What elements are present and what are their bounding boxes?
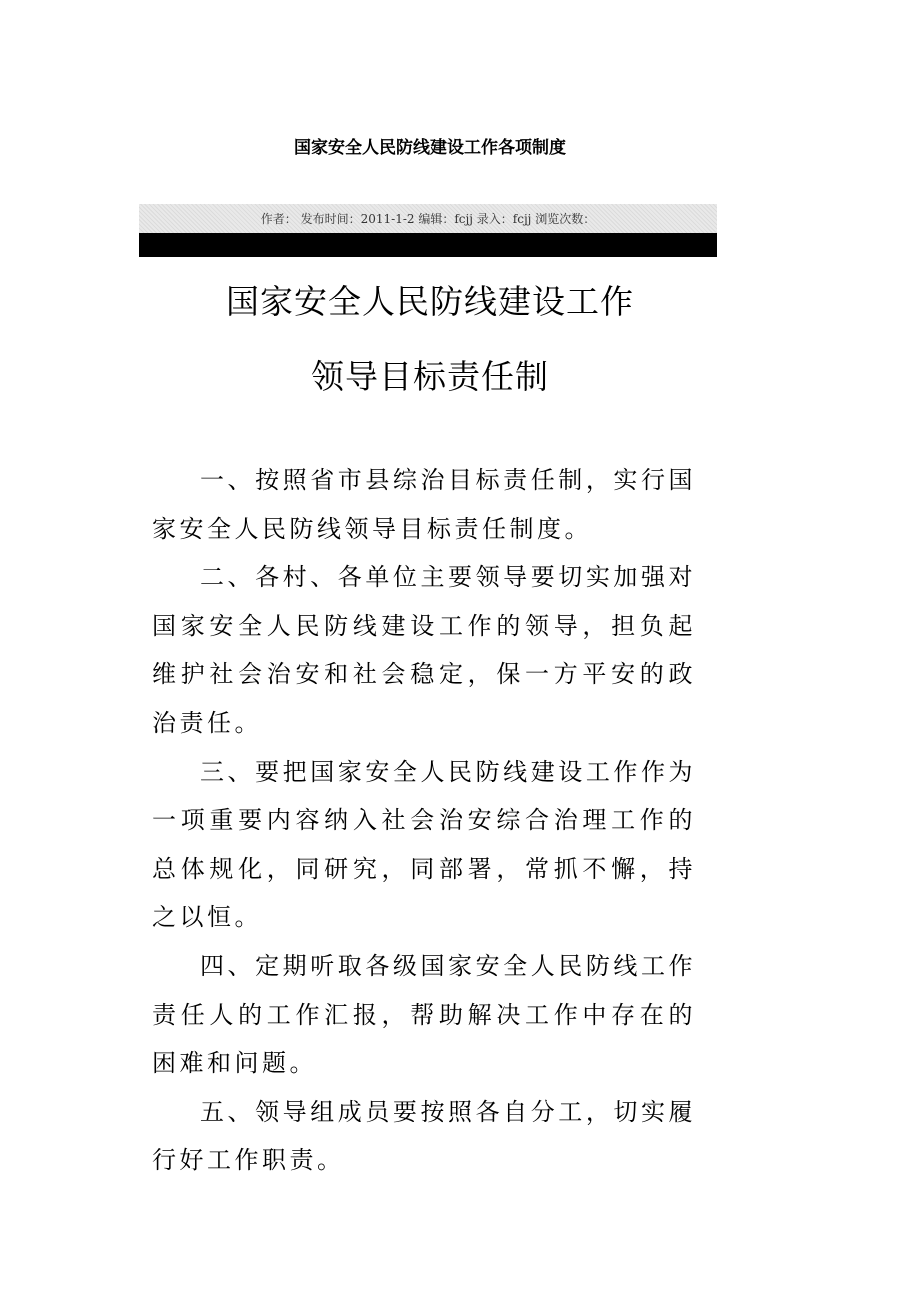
paragraph-4: 四、定期听取各级国家安全人民防线工作责任人的工作汇报，帮助解决工作中存在的困难和问题。 bbox=[152, 951, 696, 1078]
editor-label: 编辑：fcjj bbox=[418, 212, 473, 226]
paragraph-3: 三、要把国家安全人民防线建设工作作为一项重要内容纳入社会治安综合治理工作的总体规化，同研究，同部署，常抓不懈，持之以恒。 bbox=[152, 757, 696, 932]
body-text bbox=[152, 456, 696, 1185]
paragraph-2: 二、各村、各单位主要领导要切实加强对国家安全人民防线建设工作的领导，担负起维护社会治安和社会稳定，保一方平安的政治责任。 bbox=[152, 563, 696, 737]
views-label: 浏览次数： bbox=[535, 212, 596, 226]
headline-line-1: 国家安全人民防线建设工作 bbox=[226, 282, 634, 321]
headline-line-2: 领导目标责任制 bbox=[311, 357, 549, 396]
publish-date: 发布时间：2011-1-2 bbox=[300, 212, 415, 226]
document-title: 国家安全人民防线建设工作各项制度 bbox=[294, 138, 566, 158]
article-meta-bar bbox=[139, 204, 717, 233]
entry-label: 录入：fcjj bbox=[476, 212, 532, 226]
paragraph-5: 五、领导组成员要按照各自分工，切实履行好工作职责。 bbox=[152, 1097, 696, 1175]
author-label: 作者： bbox=[260, 212, 297, 226]
paragraph-1: 一、按照省市县综治目标责任制，实行国家安全人民防线领导目标责任制度。 bbox=[152, 466, 696, 543]
divider-bar bbox=[139, 233, 717, 257]
